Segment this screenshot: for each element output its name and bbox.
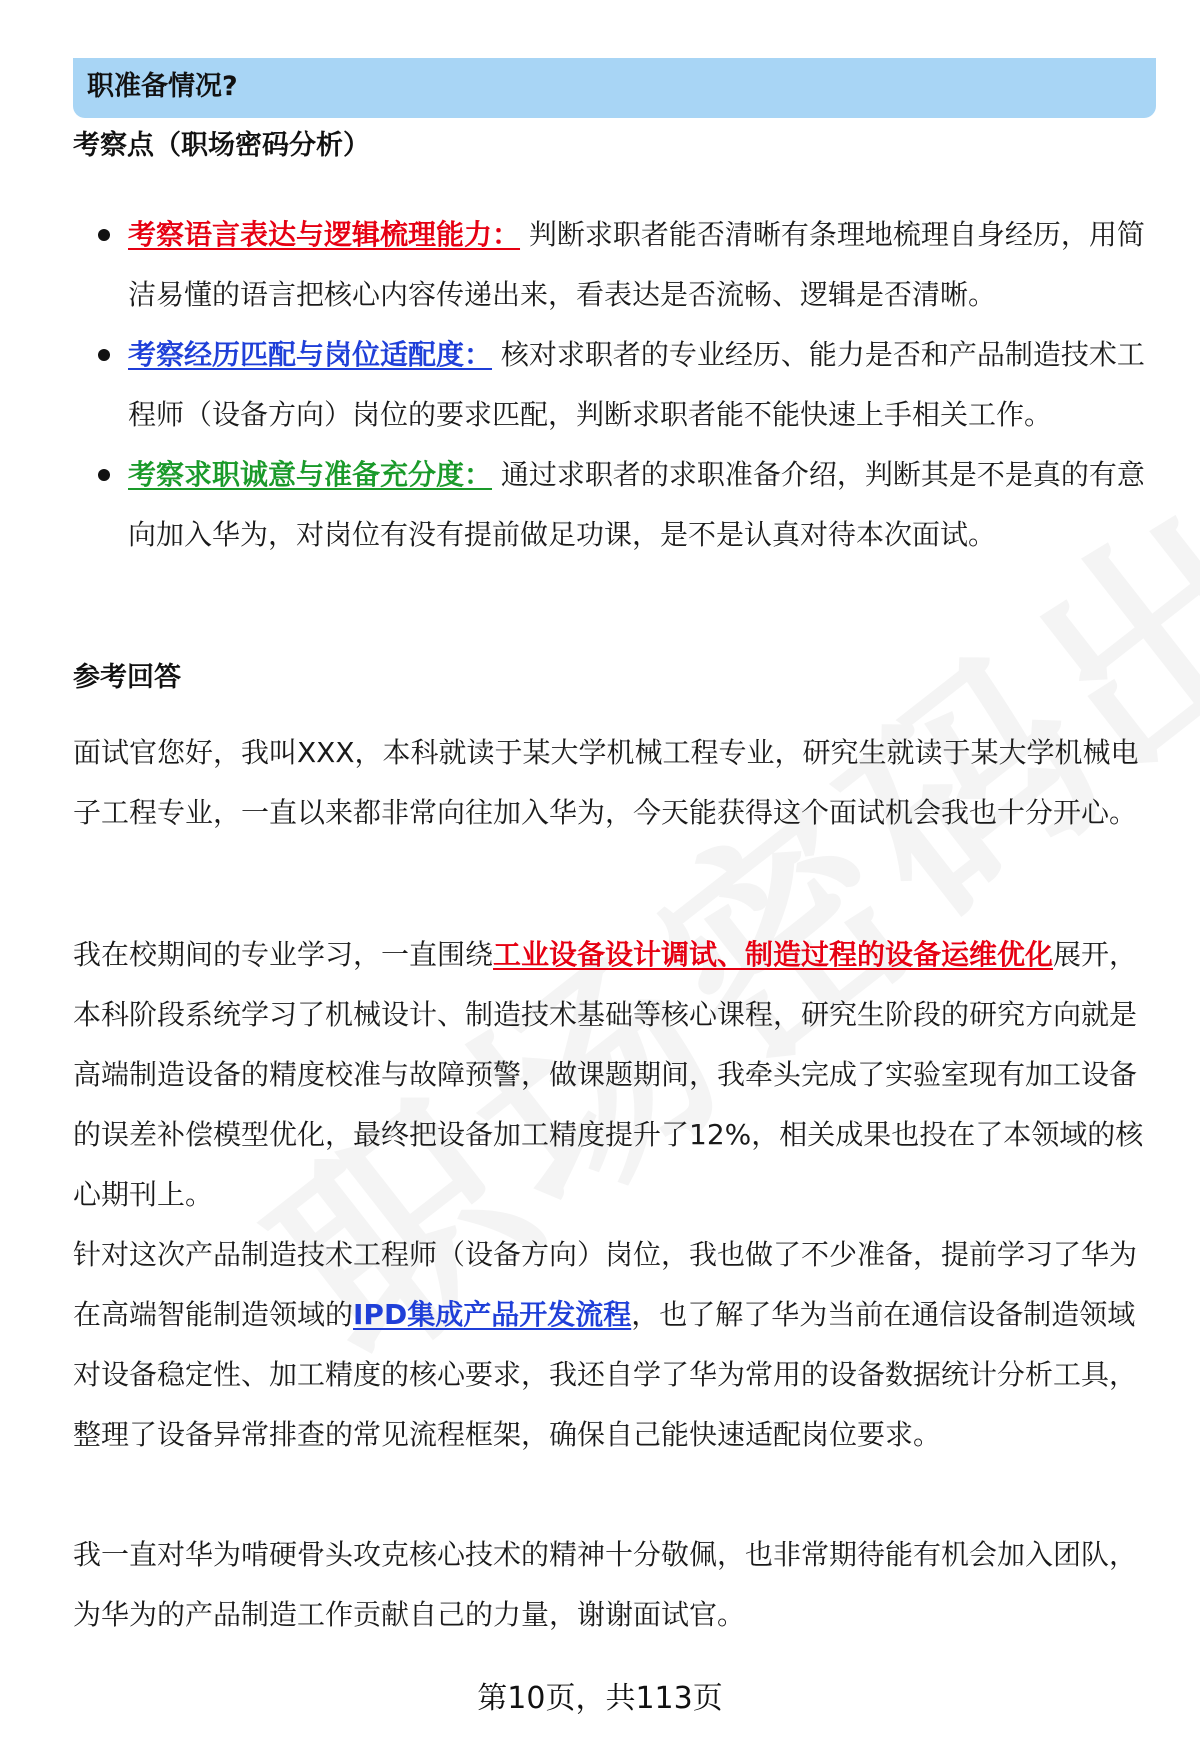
exam-points-list xyxy=(73,205,1156,565)
answer-paragraph-closing: 我一直对华为啃硬骨头攻克核心技术的精神十分敬佩，也非常期待能有机会加入团队，为华为的产品制造工作贡献自己的力量，谢谢面试官。 xyxy=(73,1538,1138,1631)
text-span: 我在校期间的专业学习，一直围绕 xyxy=(73,938,494,971)
highlight-blue: IPD集成产品开发流程 xyxy=(353,1298,632,1331)
text-span: 针对这次产品制造技术工程师（设备方向）岗位，我也做了不少准备，提前学习了华为在高端智能制造领域的 xyxy=(73,1238,1138,1331)
header-title: 职准备情况? xyxy=(87,71,238,102)
text-span: ，也了解了华为当前在通信设备制造领域对设备稳定性、加工精度的核心要求，我还自学了华为常用的设备数据统计分析工具，整理了设备异常排查的常见流程框架，确保自己能快速适配岗位要求。 xyxy=(73,1298,1138,1451)
list-item xyxy=(73,445,1156,565)
page-number: 第10页，共113页 xyxy=(477,1681,723,1716)
answer-paragraph-study xyxy=(73,925,1158,1225)
answer-paragraph-preparation xyxy=(73,1225,1158,1465)
list-item xyxy=(73,325,1156,445)
section-title-reference-answer: 参考回答 xyxy=(73,662,181,693)
list-item xyxy=(73,205,1156,325)
bullet-dot-icon xyxy=(98,229,110,241)
header-bar xyxy=(73,58,1156,118)
bullet-key: 考察求职诚意与准备充分度： xyxy=(128,458,493,491)
bullet-key: 考察经历匹配与岗位适配度： xyxy=(128,338,493,371)
bullet-text: 核对求职者的专业经历、能力是否和产品制造技术工程师（设备方向）岗位的要求匹配，判断求职者能不能快速上手相关工作。 xyxy=(128,338,1145,431)
highlight-red: 工业设备设计调试、制造过程的设备运维优化 xyxy=(493,938,1054,971)
bullet-text: 通过求职者的求职准备介绍，判断其是不是真的有意向加入华为，对岗位有没有提前做足功课，是不是认真对待本次面试。 xyxy=(128,458,1145,551)
bullet-key: 考察语言表达与逻辑梳理能力： xyxy=(128,218,521,251)
text-span: 展开，本科阶段系统学习了机械设计、制造技术基础等核心课程，研究生阶段的研究方向就是高端制造设备的精度校准与故障预警，做课题期间，我牵头完成了实验室现有加工设备的误差补偿模型优化，最终把设备加工精度提升了12%，相关成果也投在了本领域的核心期刊上。 xyxy=(73,938,1144,1211)
answer-paragraph-intro: 面试官您好，我叫XXX，本科就读于某大学机械工程专业，研究生就读于某大学机械电子工程专业，一直以来都非常向往加入华为，今天能获得这个面试机会我也十分开心。 xyxy=(73,736,1139,829)
section-title-exam-points: 考察点（职场密码分析） xyxy=(73,130,370,161)
bullet-dot-icon xyxy=(98,469,110,481)
bullet-text: 判断求职者能否清晰有条理地梳理自身经历，用简洁易懂的语言把核心内容传递出来，看表达是否流畅、逻辑是否清晰。 xyxy=(128,218,1145,311)
bullet-dot-icon xyxy=(98,349,110,361)
